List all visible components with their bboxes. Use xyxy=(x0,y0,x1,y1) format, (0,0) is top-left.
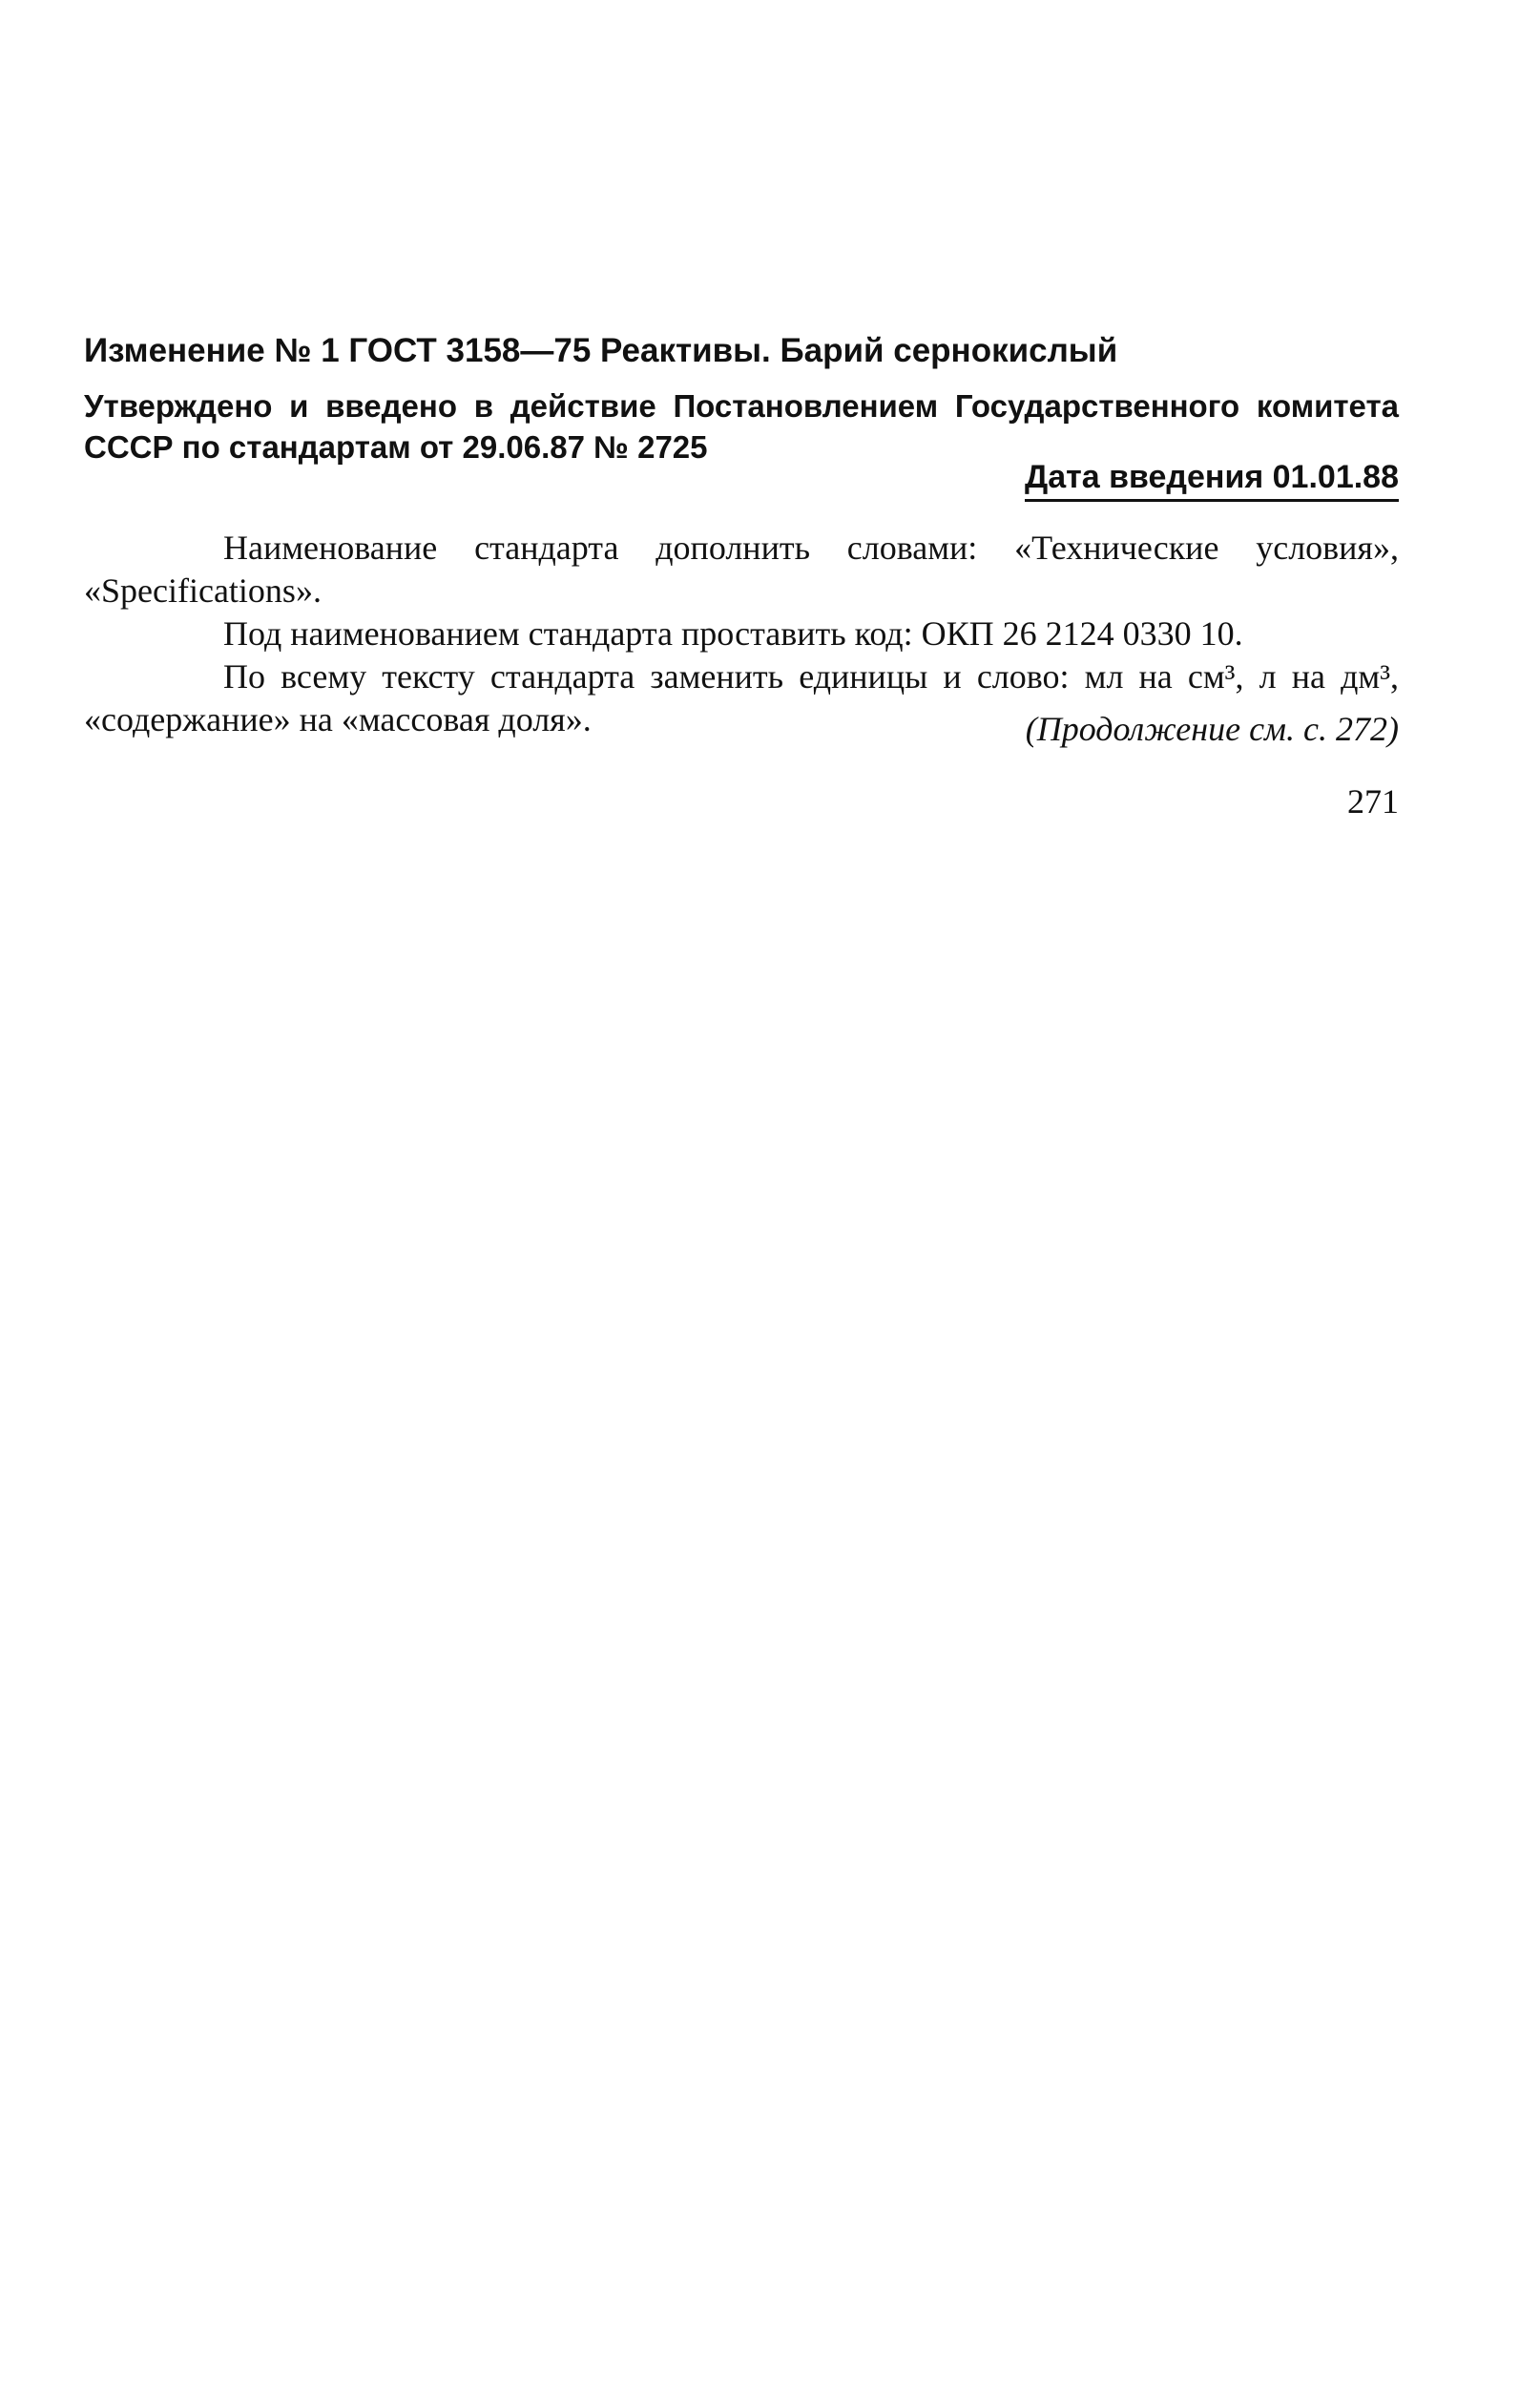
amendment-title: Изменение № 1 ГОСТ 3158—75 Реактивы. Барий сернокислый xyxy=(84,332,1118,369)
effective-date-label: Дата введения xyxy=(1025,459,1264,495)
effective-date-underline xyxy=(1025,459,1399,502)
approval-statement: Утверждено и введено в действие Постановлением Государственного комитета СССР по стандартам от 29.06.87 № 2725 xyxy=(84,388,1399,465)
effective-date-line xyxy=(84,456,1399,498)
paragraph-okp-code: Под наименованием стандарта проставить код: ОКП 26 2124 0330 10. xyxy=(223,614,1243,653)
page-number: 271 xyxy=(1347,782,1399,821)
effective-date-value: 01.01.88 xyxy=(1272,459,1399,495)
paragraph-units-replacement: По всему тексту стандарта заменить единицы и слово: мл на см³, л на дм³, «содержание» на «массовая доля». xyxy=(84,657,1399,738)
paragraph-title-addition: Наименование стандарта дополнить словами: «Технические условия», «Specifications». xyxy=(84,529,1399,610)
continuation-note: (Продолжение см. с. 272) xyxy=(1025,710,1399,748)
